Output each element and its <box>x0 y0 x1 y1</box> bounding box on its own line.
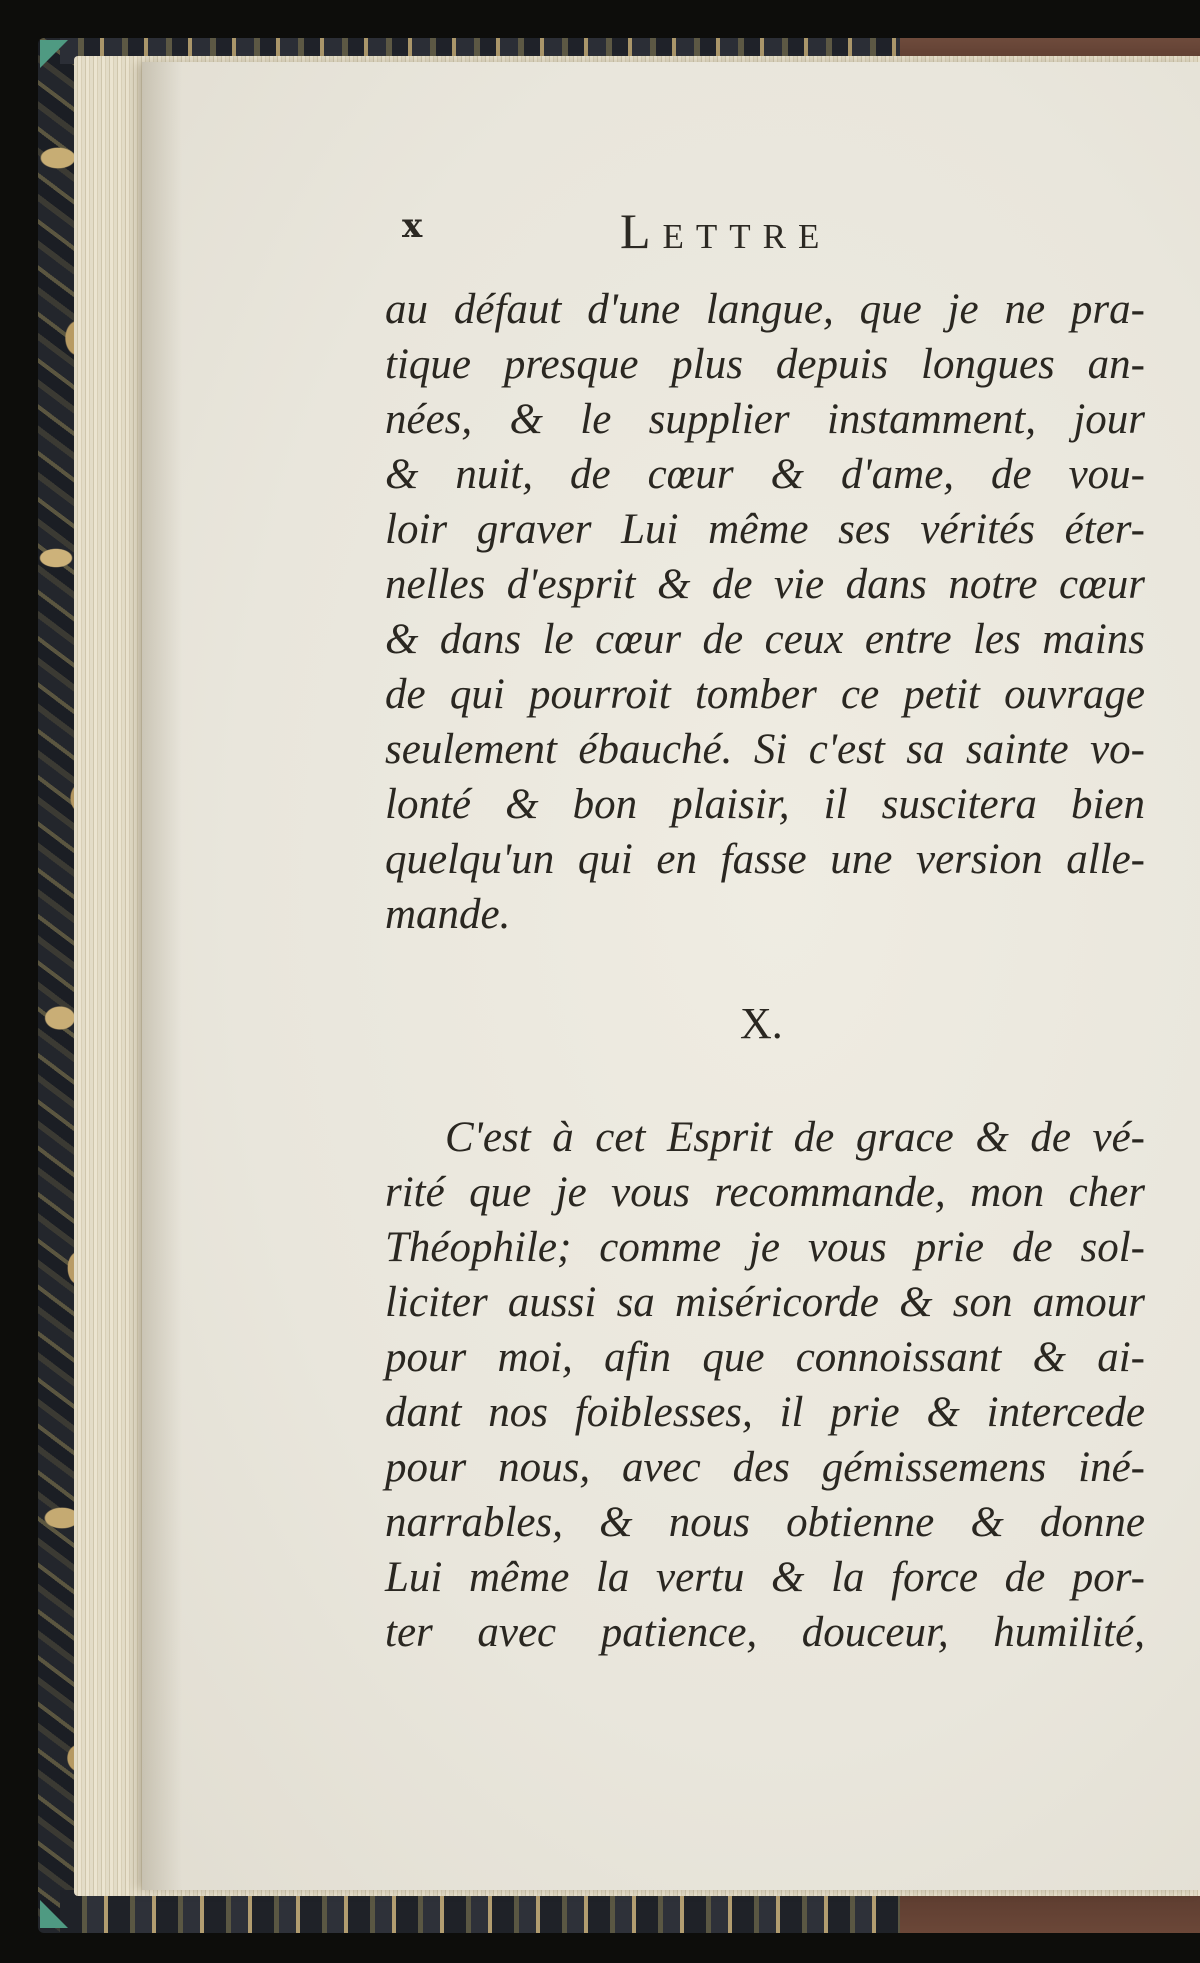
page-number: x <box>402 206 423 246</box>
text-line: dant nos foiblesses, il prie & intercede <box>385 1389 1145 1436</box>
text-line: & dans le cœur de ceux entre les mains <box>385 616 1145 663</box>
text-line: loir graver Lui même ses vérités éter- <box>385 506 1145 553</box>
text-line: narrables, & nous obtienne & donne <box>385 1499 1145 1546</box>
text-line: seulement ébauché. Si c'est sa sainte vo- <box>385 726 1145 773</box>
page-gutter-shadow <box>142 62 182 1890</box>
section-ix-continuation <box>385 282 1145 942</box>
running-title: Lettre <box>620 203 832 259</box>
text-line: Théophile; comme je vous prie de sol- <box>385 1224 1145 1271</box>
text-line: pour moi, afin que connoissant & ai- <box>385 1334 1145 1381</box>
text-line: Lui même la vertu & la force de por- <box>385 1554 1145 1601</box>
text-line: & nuit, de cœur & d'ame, de vou- <box>385 451 1145 498</box>
text-line: tique presque plus depuis longues an- <box>385 341 1145 388</box>
section-x-body <box>385 1110 1145 1660</box>
text-line: au défaut d'une langue, que je ne pra- <box>385 286 1145 333</box>
text-line: mande. <box>385 891 511 938</box>
text-line: C'est à cet Esprit de grace & de vé- <box>445 1114 1145 1161</box>
text-line: liciter aussi sa miséricorde & son amour <box>385 1279 1145 1326</box>
text-line: pour nous, avec des gémissemens iné- <box>385 1444 1145 1491</box>
text-line: nées, & le supplier instamment, jour <box>385 396 1145 443</box>
cover-bottom-edge-leather <box>900 1893 1200 1933</box>
text-line: ter avec patience, douceur, humilité, <box>385 1609 1145 1656</box>
section-heading: X. <box>740 999 783 1048</box>
text-line: de qui pourroit tomber ce petit ouvrage <box>385 671 1145 718</box>
text-line: rité que je vous recommande, mon cher <box>385 1169 1145 1216</box>
text-line: nelles d'esprit & de vie dans notre cœur <box>385 561 1145 608</box>
text-line: quelqu'un qui en fasse une version alle- <box>385 836 1145 883</box>
text-line: lonté & bon plaisir, il suscitera bien <box>385 781 1145 828</box>
